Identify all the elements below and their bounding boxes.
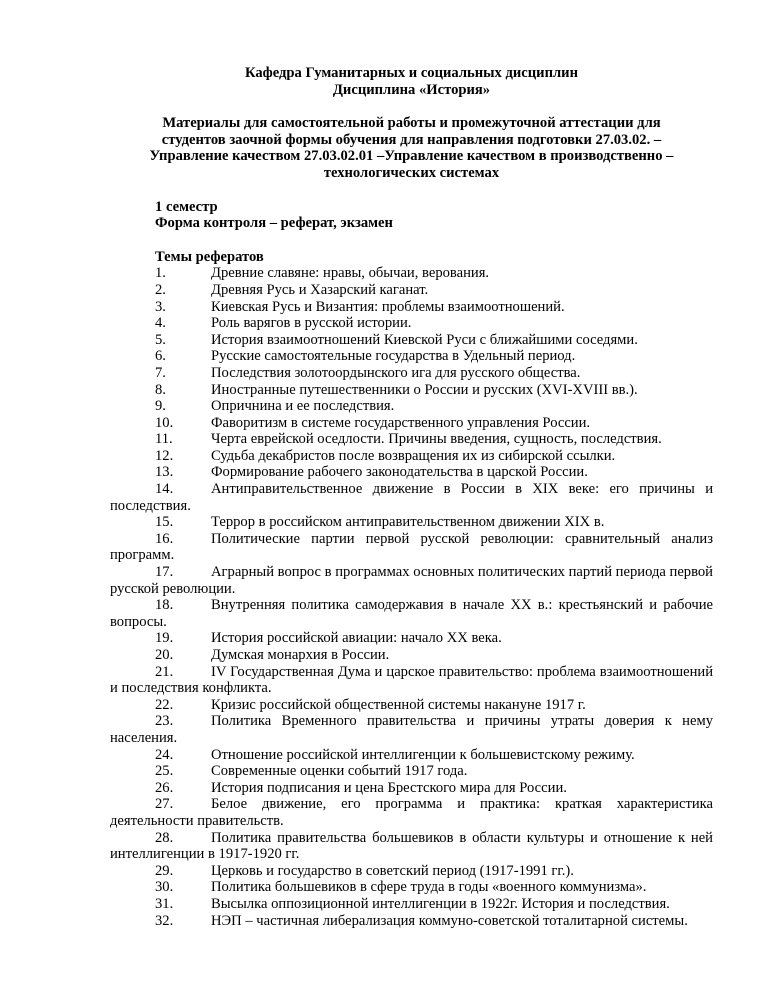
- topic-item: [110, 630, 713, 647]
- topic-item: [110, 780, 713, 797]
- topics-heading: Темы рефератов: [155, 248, 264, 265]
- topic-text: Судьба декабристов после возвращения их из сибирской ссылки.: [211, 447, 616, 464]
- topic-text: НЭП – частичная либерализация коммуно-советской тоталитарной системы.: [211, 912, 688, 929]
- topic-item: [110, 647, 713, 664]
- header-department-block: [110, 65, 713, 98]
- topic-item: [110, 398, 713, 415]
- topic-number: 31.: [155, 895, 174, 912]
- topic-item: [110, 863, 713, 880]
- topic-number: 4.: [155, 315, 166, 332]
- materials-line: студентов заочной формы обучения для направления подготовки 27.03.02. –: [161, 131, 662, 148]
- topic-text: Антиправительственное движение в России в XIX веке: его причины и последствия.: [110, 481, 713, 514]
- topic-item: [110, 514, 713, 531]
- topic-item: [110, 879, 713, 896]
- topic-number: 28.: [155, 829, 174, 846]
- topic-text: История российской авиации: начало XX века.: [211, 630, 502, 647]
- department-title: Кафедра Гуманитарных и социальных дисциплин: [244, 65, 579, 81]
- topic-text: Роль варягов в русской истории.: [211, 315, 412, 332]
- topic-item: [110, 763, 713, 780]
- topic-item: [110, 348, 713, 365]
- topic-item: [110, 265, 713, 282]
- topic-item: [110, 713, 713, 746]
- topic-number: 12.: [155, 447, 174, 464]
- topic-text: Политические партии первой русской революции: сравнительный анализ программ.: [110, 530, 713, 564]
- topic-text: Киевская Русь и Византия: проблемы взаимоотношений.: [211, 298, 565, 315]
- topic-item: [110, 448, 713, 465]
- topic-text: Террор в российском антиправительственном движении XIX в.: [211, 514, 605, 531]
- topic-item: [110, 282, 713, 299]
- topic-item: [110, 299, 713, 316]
- topic-number: 23.: [155, 713, 174, 730]
- topic-number: 17.: [155, 564, 174, 581]
- topic-text: Кризис российской общественной системы накануне 1917 г.: [211, 696, 586, 713]
- topic-text: Древние славяне: нравы, обычаи, верования.: [211, 265, 490, 282]
- topic-text: Церковь и государство в советский период (1917-1991 гг.).: [211, 862, 574, 879]
- discipline-title: Дисциплина «История»: [332, 81, 491, 98]
- topic-text: Древняя Русь и Хазарский каганат.: [211, 281, 429, 298]
- topic-text: IV Государственная Дума и царское правительство: проблема взаимоотношений и последствия конфликта.: [110, 663, 713, 697]
- topic-item: [110, 697, 713, 714]
- topic-text: Иностранные путешественники о России и русских (XVI-XVIII вв.).: [211, 381, 638, 398]
- topic-number: 13.: [155, 464, 174, 481]
- topic-number: 7.: [155, 364, 166, 381]
- materials-title-block: [110, 115, 713, 181]
- materials-line: Управление качеством 27.03.02.01 –Управление качеством в производственно –: [149, 148, 674, 165]
- topic-number: 18.: [155, 597, 174, 614]
- topic-text: Белое движение, его программа и практика: краткая характеристика деятельности правительств.: [110, 796, 713, 829]
- topic-number: 19.: [155, 630, 174, 647]
- topic-text: Последствия золотоордынского ига для русского общества.: [211, 364, 581, 381]
- topic-number: 6.: [155, 348, 166, 365]
- topic-item: [110, 564, 713, 597]
- topic-number: 25.: [155, 763, 174, 780]
- topic-number: 2.: [155, 281, 166, 298]
- topic-text: Формирование рабочего законодательства в царской России.: [211, 464, 588, 481]
- topic-text: Политика правительства большевиков в области культуры и отношение к ней интеллигенции в 1917-1920 гг.: [110, 829, 713, 863]
- topic-item: [110, 830, 713, 863]
- topic-item: [110, 365, 713, 382]
- topic-text: Современные оценки событий 1917 года.: [211, 763, 468, 780]
- topic-item: [110, 315, 713, 332]
- topic-number: 22.: [155, 696, 174, 713]
- topic-item: [110, 382, 713, 399]
- topic-item: [110, 747, 713, 764]
- semester-block: [110, 199, 713, 232]
- topic-text: Думская монархия в России.: [211, 647, 390, 663]
- topic-item: [110, 464, 713, 481]
- topic-item: [110, 332, 713, 349]
- topics-list: [110, 265, 713, 929]
- topic-text: Аграрный вопрос в программах основных политических партий периода первой русской революции.: [110, 564, 713, 597]
- topic-text: Политика большевиков в сфере труда в годы «военного коммунизма».: [211, 879, 647, 896]
- topic-number: 29.: [155, 862, 174, 879]
- topic-number: 16.: [155, 530, 174, 547]
- topic-item: [110, 431, 713, 448]
- topic-number: 11.: [155, 431, 173, 448]
- topic-number: 20.: [155, 647, 174, 663]
- topic-number: 21.: [155, 663, 174, 680]
- topic-item: [110, 913, 713, 930]
- topic-number: 30.: [155, 879, 174, 896]
- topic-text: Черта еврейской оседлости. Причины введения, сущность, последствия.: [211, 431, 662, 448]
- topic-number: 27.: [155, 796, 174, 813]
- topic-item: [110, 481, 713, 514]
- topic-text: Политика Временного правительства и причины утраты доверия к нему населения.: [110, 713, 713, 746]
- topic-item: [110, 896, 713, 913]
- topic-text: Русские самостоятельные государства в Удельный период.: [211, 348, 576, 365]
- topic-number: 1.: [155, 265, 166, 282]
- topic-item: [110, 531, 713, 564]
- topic-text: Фаворитизм в системе государственного управления России.: [211, 414, 591, 431]
- topic-text: Высылка оппозиционной интеллигенции в 1922г. История и последствия.: [211, 895, 670, 912]
- topic-text: Внутренняя политика самодержавия в начале XX в.: крестьянский и рабочие вопросы.: [110, 597, 713, 630]
- topic-number: 3.: [155, 298, 166, 315]
- topic-text: История подписания и цена Брестского мира для России.: [211, 779, 567, 796]
- topic-number: 14.: [155, 481, 174, 498]
- control-form: Форма контроля – реферат, экзамен: [155, 215, 393, 232]
- topic-number: 15.: [155, 514, 174, 531]
- topic-number: 24.: [155, 746, 174, 763]
- topic-number: 10.: [155, 414, 174, 431]
- topic-number: 26.: [155, 779, 174, 796]
- topic-number: 5.: [155, 331, 166, 348]
- topic-item: [110, 597, 713, 630]
- topic-text: История взаимоотношений Киевской Руси с ближайшими соседями.: [211, 331, 638, 348]
- topic-number: 8.: [155, 381, 166, 398]
- materials-line: Материалы для самостоятельной работы и промежуточной аттестации для: [162, 115, 661, 132]
- topic-text: Опричнина и ее последствия.: [211, 398, 395, 415]
- topic-item: [110, 664, 713, 697]
- topic-text: Отношение российской интеллигенции к большевистскому режиму.: [211, 746, 635, 763]
- semester-label: 1 семестр: [155, 198, 218, 215]
- topic-number: 32.: [155, 912, 174, 929]
- topic-item: [110, 415, 713, 432]
- materials-line: технологических системах: [323, 164, 500, 181]
- topic-number: 9.: [155, 398, 166, 415]
- topic-item: [110, 796, 713, 829]
